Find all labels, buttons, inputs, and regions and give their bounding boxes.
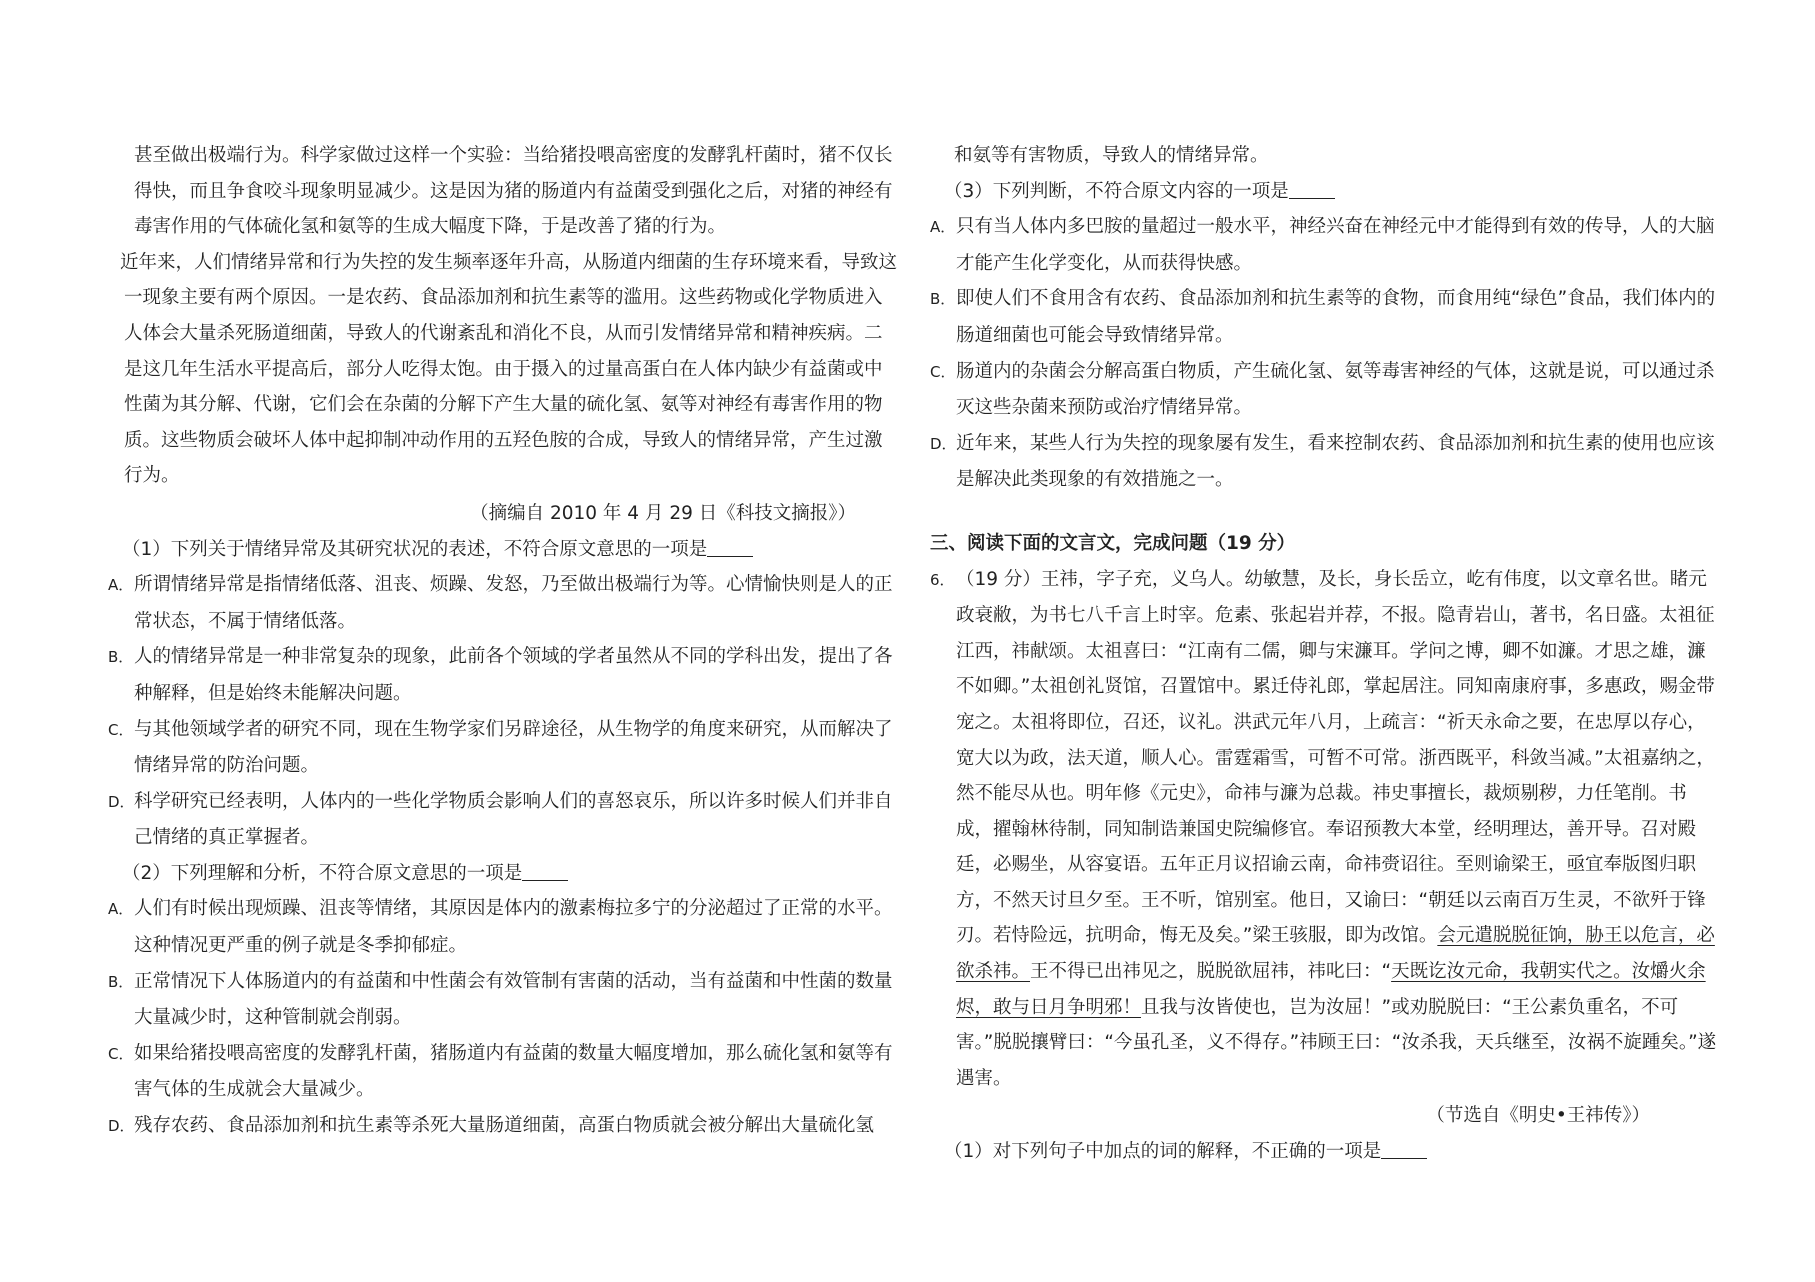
option-label: A． <box>108 900 134 919</box>
option-c <box>930 354 1720 426</box>
option-text: 所谓情绪异常是指情绪低落、沮丧、烦躁、发怒，乃至做出极端行为等。心情愉快则是人的正常状态，不属于情绪低落。 <box>134 574 893 632</box>
question-stem <box>930 1134 1720 1170</box>
option-a <box>930 209 1720 281</box>
option-text: 人们有时候出现烦躁、沮丧等情绪，其原因是体内的激素梅拉多宁的分泌超过了正常的水平。这种情况更严重的例子就是冬季抑郁症。 <box>134 898 893 957</box>
option-label: A． <box>930 218 956 237</box>
option-a <box>108 567 900 639</box>
option-text: 近年来，某些人行为失控的现象屡有发生，看来控制农药、食品添加剂和抗生素的使用也应该是解决此类现象的有效措施之一。 <box>956 432 1715 491</box>
question-number: 6． <box>930 570 955 589</box>
question-stem-text: （1）对下列句子中加点的词的解释，不正确的一项是 <box>944 1141 1382 1163</box>
option-label: B． <box>930 290 956 309</box>
option-d <box>108 1108 900 1145</box>
option-text: 只有当人体内多巴胺的量超过一般水平，神经兴奋在神经元中才能得到有效的传导，人的大脑才能产生化学变化，从而获得快感。 <box>956 216 1715 274</box>
answer-blank <box>707 538 753 557</box>
option-text: 即使人们不食用含有农药、食品添加剂和抗生素等的食物，而食用纯“绿色”食品，我们体内的肠道细菌也可能会导致情绪异常。 <box>956 288 1716 346</box>
question-stem <box>108 532 900 568</box>
option-text: 人的情绪异常是一种非常复杂的现象，此前各个领域的学者虽然从不同的学科出发，提出了各种解释，但是始终未能解决问题。 <box>134 646 893 704</box>
classical-text: 王祎，字子充，义乌人。幼敏慧，及长，身长岳立，屹有伟度，以文章名世。睹元政衰敝，为书七八千言上时宰。危素、张起岩并荐，不报。隐青岩山，著书，名日盛。太祖征江西，祎献颂。太祖喜曰：“江南有二儒，卿与宋濂耳。学问之博，卿不如濂。才思之雄，濂不如卿。”太祖创礼贤馆，召置馆中。累迁侍礼郎，掌起居注。同知南康府事，多惠政，赐金带宠之。太祖将即位，召还，议礼。洪武元年八月，上疏言：“祈天永命之要，在忠厚以存心，宽大以为政，法天道，顺人心。雷霆霜雪，可暂不可常。浙西既平，科敛当减。”太祖嘉纳之，然不能尽从也。明年修《元史》，命祎与濂为总裁。祎史事擅长，裁烦剔秽，力任笔削。书成，擢翰林待制，同知制诰兼国史院编修官。奉诏预教大本堂，经明理达，善开导。召对殿廷，必赐坐，从容宴语。五年正月议招谕云南，命祎赍诏往。至则谕梁王，亟宜奉版图归职方，不然天讨旦夕至。王不听，馆别室。他日，又谕曰：“朝廷以云南百万生灵，不欲歼于锋刃。若恃险远，抗明命，悔无及矣。”梁王骇服，即为改馆。 <box>956 568 1715 947</box>
answer-blank <box>522 862 568 881</box>
option-c <box>108 712 900 784</box>
answer-blank <box>1381 1140 1427 1159</box>
option-c <box>108 1036 900 1108</box>
right-column <box>930 138 1720 1170</box>
option-label: C． <box>108 1044 134 1063</box>
option-d <box>930 426 1720 498</box>
continued-option-text: 和氨等有害物质，导致人的情绪异常。 <box>954 145 1269 166</box>
question-3 <box>930 174 1720 498</box>
question-stem-text: （3）下列判断，不符合原文内容的一项是 <box>944 180 1289 202</box>
question-stem <box>930 174 1720 210</box>
option-b <box>108 964 900 1036</box>
source-citation: （节选自《明史•王祎传》） <box>1426 1105 1650 1127</box>
option-b <box>108 639 900 711</box>
option-text: 正常情况下人体肠道内的有益菌和中性菌会有效管制有害菌的活动，当有益菌和中性菌的数量大量减少时，这种管制就会削弱。 <box>134 970 893 1029</box>
option-a <box>108 891 900 963</box>
classical-text: 王不得已出祎见之，脱脱欲屈祎，祎叱曰：“ <box>1030 961 1392 983</box>
question-2 <box>108 856 900 1145</box>
option-text: 与其他领域学者的研究不同，现在生物学家们另辟途径，从生物学的角度来研究，从而解决了情绪异常的防治问题。 <box>134 718 893 777</box>
source-citation: （摘编自 2010 年 4 月 29 日《科技文摘报》） <box>470 502 856 524</box>
section-title: 三、阅读下面的文言文，完成问题（19 分） <box>930 532 1296 554</box>
option-text: 残存农药、食品添加剂和抗生素等杀死大量肠道细菌，高蛋白物质就会被分解出大量硫化氢 <box>134 1115 875 1137</box>
option-text: 科学研究已经表明，人体内的一些化学物质会影响人们的喜怒哀乐，所以许多时候人们并非自己情绪的真正掌握者。 <box>134 790 893 849</box>
option-text: 如果给猪投喂高密度的发酵乳杆菌，猪肠道内有益菌的数量大幅度增加，那么硫化氢和氨等有害气体的生成就会大量减少。 <box>134 1042 893 1101</box>
option-label: C． <box>108 720 134 739</box>
question-points-visible: （19 分） <box>956 568 1041 590</box>
question-6-body <box>956 569 1716 1089</box>
left-column <box>108 138 900 1145</box>
option-label: B． <box>108 972 134 991</box>
option-label: C． <box>930 362 956 381</box>
question-stem <box>108 856 900 892</box>
passage-paragraph: 近年来，人们情绪异常和行为失控的发生频率逐年升高，从肠道内细菌的生存环境来看，导致这一现象主要有两个原因。一是农药、食品添加剂和抗生素等的滥用。这些药物或化学物质进入人体会大量杀死肠道细菌，导致人的代谢紊乱和消化不良，从而引发情绪异常和精神疾病。二是这几年生活水平提高后，部分人吃得太饱。由于摄入的过量高蛋白在人体内缺少有益菌或中性菌为其分解、代谢，它们会在杂菌的分解下产生大量的硫化氢、氨等对神经有毒害作用的物质。这些物质会破坏人体中起抑制冲动作用的五羟色胺的合成，导致人的情绪异常，产生过激行为。 <box>120 251 898 487</box>
answer-blank <box>1289 180 1335 199</box>
classical-text: 且我与汝皆使也，岂为汝屈！”或劝脱脱曰：“王公素负重名，不可害。”脱脱攘臂曰：“今虽孔圣，义不得存。”祎顾王曰：“汝杀我，天兵继至，汝祸不旋踵矣。”遂遇害。 <box>956 996 1717 1089</box>
option-d <box>108 784 900 856</box>
question-1 <box>108 532 900 856</box>
question-stem-text: （2）下列理解和分析，不符合原文意思的一项是 <box>122 862 523 884</box>
option-label: A． <box>108 576 134 595</box>
option-label: D． <box>108 792 135 811</box>
underlined-sentence: 天既讫汝元命，我朝实代之。汝爝火余烬，敢与日月争明邪！ <box>956 961 1706 1018</box>
option-label: D． <box>930 434 957 453</box>
question-stem-text: （1）下列关于情绪异常及其研究状况的表述，不符合原文意思的一项是 <box>122 538 708 560</box>
option-label: B． <box>108 648 134 667</box>
question-6-passage <box>930 562 1720 1097</box>
option-label: D． <box>108 1117 135 1136</box>
passage-paragraph: 甚至做出极端行为。科学家做过这样一个实验：当给猪投喂高密度的发酵乳杆菌时，猪不仅长得快，而且争食咬斗现象明显减少。这是因为猪的肠道内有益菌受到强化之后，对猪的神经有毒害作用的气体硫化氢和氨等的生成大幅度下降，于是改善了猪的行为。 <box>134 145 893 238</box>
option-text: 肠道内的杂菌会分解高蛋白物质，产生硫化氢、氨等毒害神经的气体，这就是说，可以通过杀灭这些杂菌来预防或治疗情绪异常。 <box>956 360 1715 419</box>
underlined-sentence: 会元遣脱脱征饷，胁王以危言，必欲杀祎。 <box>956 925 1715 983</box>
option-b <box>930 281 1720 353</box>
